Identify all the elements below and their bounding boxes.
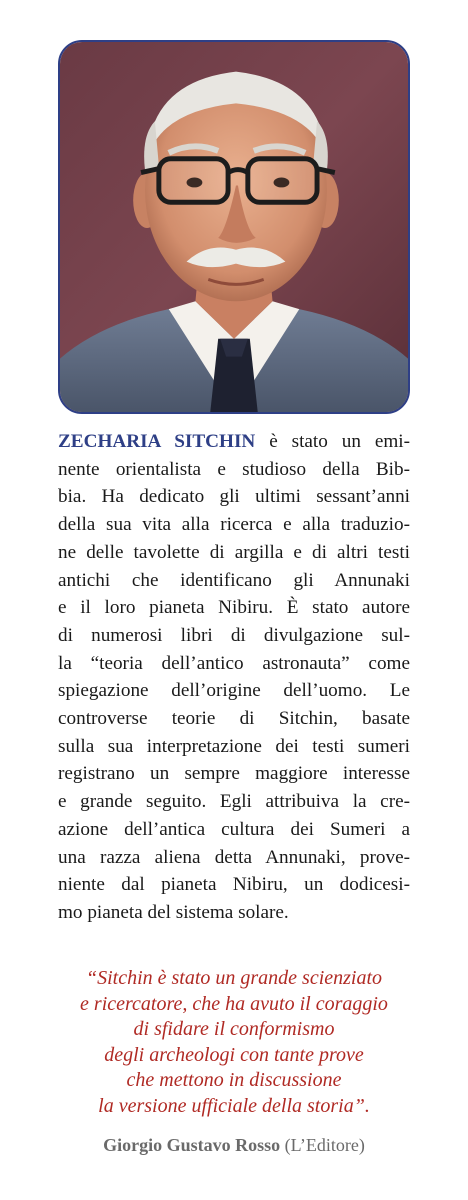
- portrait-photo-icon: [60, 42, 408, 412]
- quote-attribution: [40, 1133, 428, 1157]
- editor-quote: [40, 966, 428, 1120]
- bio-line-9: la “teoria dell’antico astronauta” come: [58, 652, 410, 674]
- bio-line-17: niente dal pianeta Nibiru, un dodicesi-: [58, 874, 410, 896]
- bio-line-18: mo pianeta del sistema solare.: [58, 901, 289, 923]
- bio-line-7: e il loro pianeta Nibiru. È stato autore: [58, 597, 410, 619]
- biography-paragraph: [58, 428, 410, 927]
- bio-line-15: azione dell’antica cultura dei Sumeri a: [58, 818, 410, 840]
- author-portrait: [58, 40, 410, 414]
- bio-line-10: spiegazione dell’origine dell’uomo. Le: [58, 680, 410, 702]
- bio-line-13: registrano un sempre maggiore interesse: [58, 763, 410, 785]
- bio-line-12: sulla sua interpretazione dei testi sumeri: [58, 735, 410, 757]
- bio-line-2: nente orientalista e studioso della Bib-: [58, 458, 410, 480]
- bio-line-11: controverse teorie di Sitchin, basate: [58, 708, 410, 730]
- quote-line-1: “Sitchin è stato un grande scienziato: [85, 967, 383, 989]
- author-name: ZECHARIA SITCHIN: [58, 431, 256, 452]
- quote-line-4: degli archeologi con tante prove: [104, 1043, 364, 1066]
- quote-line-3: di sfidare il conformismo: [133, 1018, 335, 1041]
- bio-line-6: antichi che identificano gli Annunaki: [58, 569, 410, 591]
- bio-line-3: bia. Ha dedicato gli ultimi sessant’anni: [58, 486, 410, 508]
- bio-line-5: ne delle tavolette di argilla e di altri testi: [58, 541, 410, 563]
- quote-line-6: la versione ufficiale della storia”.: [98, 1094, 370, 1117]
- bio-line-16: una razza aliena detta Annunaki, prove-: [58, 846, 410, 868]
- bio-line-14: e grande seguito. Egli attribuiva la cre-: [58, 791, 410, 813]
- quote-line-5: che mettono in discussione: [126, 1069, 342, 1092]
- bio-line-4: della sua vita alla ricerca e alla traduzio-: [58, 514, 410, 536]
- attribution-role: (L’Editore): [284, 1135, 365, 1155]
- bio-line-1: ZECHARIA SITCHIN è stato un emi-: [58, 431, 410, 452]
- quote-line-2: e ricercatore, che ha avuto il coraggio: [80, 992, 388, 1015]
- attribution-author: Giorgio Gustavo Rosso: [103, 1135, 281, 1155]
- bio-line-8: di numerosi libri di divulgazione sul-: [58, 624, 410, 646]
